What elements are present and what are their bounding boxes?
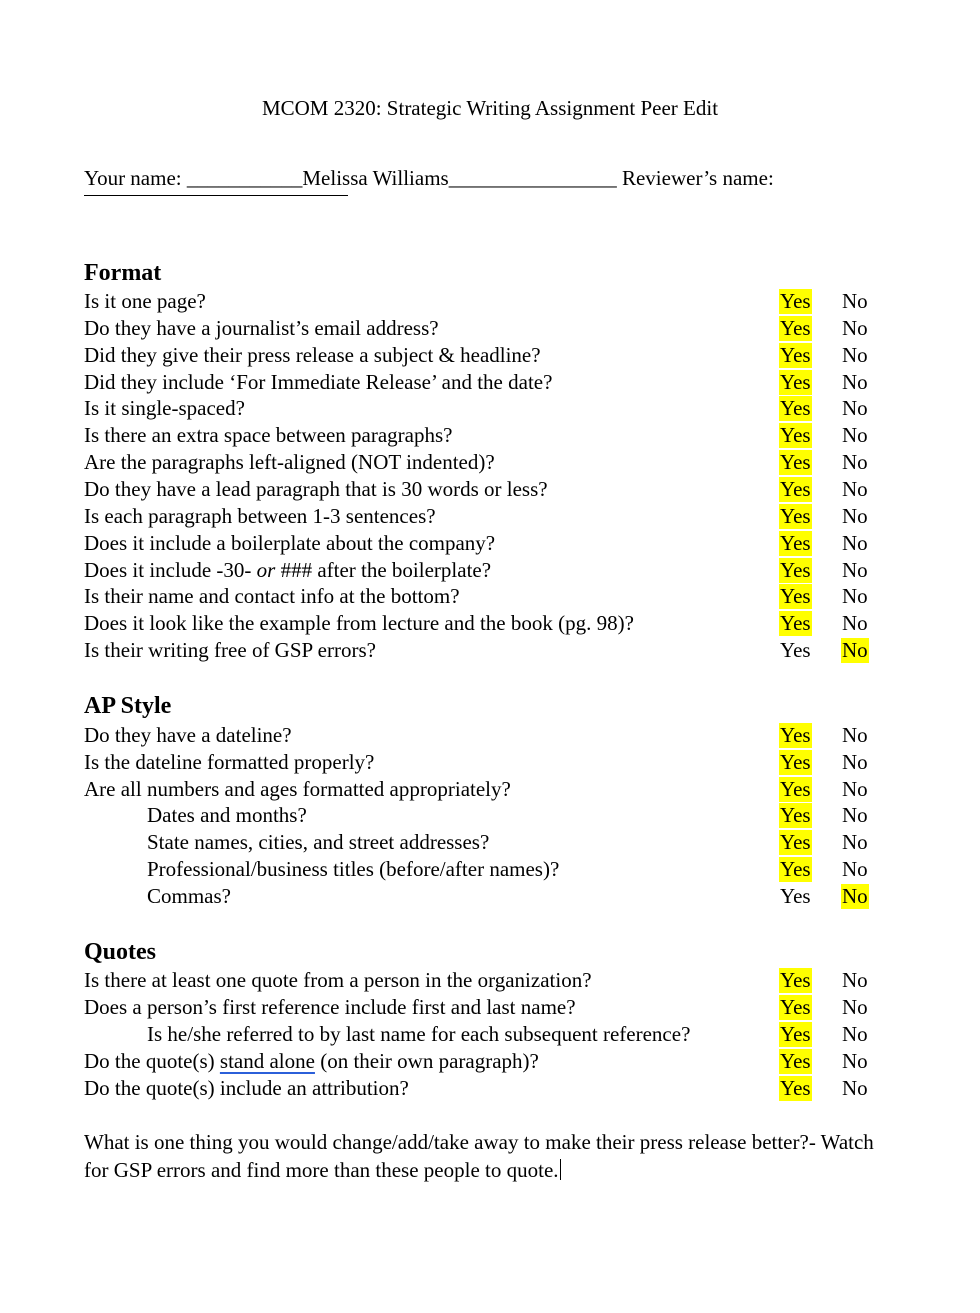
answer-no[interactable]: No	[842, 289, 868, 313]
answer-no[interactable]: No	[842, 557, 868, 582]
answer-yes[interactable]: Yes	[780, 994, 811, 1019]
question-text-underlined: stand alone	[219, 1048, 315, 1073]
checklist-row	[84, 584, 904, 610]
question-text: Does it include a boilerplate about the company?	[84, 530, 496, 555]
section-heading-ap-style: AP Style	[84, 693, 172, 719]
answer-yes[interactable]: Yes	[780, 638, 811, 663]
question-text: Do the quote(s) include an attribution?	[84, 1075, 409, 1100]
checklist-row	[84, 531, 904, 557]
question-text: Are all numbers and ages formatted appropriately?	[84, 776, 511, 801]
answer-yes[interactable]: Yes	[780, 803, 811, 828]
checklist-row	[84, 558, 904, 584]
answer-yes[interactable]: Yes	[780, 611, 811, 636]
answer-no[interactable]: No	[842, 1075, 868, 1100]
checklist-row	[84, 289, 904, 315]
your-name-label: Your name:	[84, 166, 187, 190]
answer-yes[interactable]: Yes	[780, 723, 811, 747]
answer-yes[interactable]: Yes	[780, 450, 811, 475]
question-text: Is it single-spaced?	[84, 396, 245, 421]
checklist-row	[84, 777, 904, 803]
question-text	[84, 1049, 539, 1074]
question-text: Do they have a journalist’s email address?	[84, 315, 439, 340]
question-text: Is their name and contact info at the bottom?	[84, 584, 460, 609]
checklist-row	[84, 857, 904, 883]
answer-yes[interactable]: Yes	[780, 749, 811, 774]
question-text-part: (on their own paragraph)?	[314, 1048, 539, 1073]
answer-no[interactable]: No	[842, 584, 868, 609]
question-text-part: Do the quote(s)	[84, 1048, 220, 1073]
checklist-row	[84, 396, 904, 422]
answer-no[interactable]: No	[842, 883, 868, 908]
answer-yes[interactable]: Yes	[780, 883, 811, 908]
answer-no[interactable]: No	[842, 803, 868, 828]
question-text: Is there at least one quote from a person in the organization?	[84, 968, 592, 992]
checklist-row	[84, 370, 904, 396]
final-question[interactable]	[84, 1128, 894, 1184]
question-text: Did they give their press release a subject & headline?	[84, 342, 541, 367]
question-text: Does it look like the example from lecture and the book (pg. 98)?	[84, 611, 634, 636]
question-text: Is their writing free of GSP errors?	[84, 638, 376, 663]
checklist-row	[84, 723, 904, 749]
checklist-row	[84, 611, 904, 637]
answer-no[interactable]: No	[842, 611, 868, 636]
answer-no[interactable]: No	[842, 503, 868, 528]
checklist-row	[84, 1022, 904, 1048]
answer-no[interactable]: No	[842, 1021, 868, 1046]
question-text: Do they have a dateline?	[84, 723, 292, 747]
question-text: Are the paragraphs left-aligned (NOT indented)?	[84, 450, 495, 475]
question-text: Commas?	[147, 883, 231, 908]
answer-no[interactable]: No	[842, 530, 868, 555]
checklist-row	[84, 423, 904, 449]
answer-no[interactable]: No	[842, 1048, 868, 1073]
question-text: State names, cities, and street addresses?	[147, 830, 490, 855]
answer-yes[interactable]: Yes	[780, 857, 811, 881]
checklist-row	[84, 884, 904, 910]
question-text: Dates and months?	[147, 803, 307, 828]
answer-yes[interactable]: Yes	[780, 476, 811, 501]
question-text: Is it one page?	[84, 289, 206, 313]
final-question-text: What is one thing you would change/add/take away to make their press release better?- Watch for GSP errors and find more than these people to quote.	[84, 1130, 874, 1182]
your-name-line	[84, 166, 774, 191]
question-text	[84, 558, 491, 583]
checklist-row	[84, 995, 904, 1021]
answer-no[interactable]: No	[842, 723, 868, 747]
answer-yes[interactable]: Yes	[780, 315, 811, 340]
text-cursor	[560, 1159, 561, 1180]
answer-yes[interactable]: Yes	[780, 776, 811, 801]
answer-yes[interactable]: Yes	[780, 1048, 811, 1073]
answer-no[interactable]: No	[842, 315, 868, 340]
answer-no[interactable]: No	[842, 476, 868, 501]
answer-no[interactable]: No	[842, 342, 868, 367]
answer-yes[interactable]: Yes	[780, 289, 811, 313]
checklist-row	[84, 343, 904, 369]
your-name-blank-before: ___________	[186, 166, 303, 190]
question-text: Is he/she referred to by last name for each subsequent reference?	[147, 1021, 691, 1046]
answer-yes[interactable]: Yes	[780, 830, 811, 855]
reviewer-name-label: Reviewer’s name:	[616, 166, 774, 190]
checklist-row	[84, 477, 904, 503]
answer-no[interactable]: No	[842, 396, 868, 421]
checklist-row	[84, 638, 904, 664]
question-text: Professional/business titles (before/after names)?	[147, 857, 560, 881]
answer-no[interactable]: No	[842, 994, 868, 1019]
answer-no[interactable]: No	[842, 450, 868, 475]
answer-no[interactable]: No	[842, 857, 868, 881]
answer-yes[interactable]: Yes	[780, 1021, 811, 1046]
section-heading-quotes: Quotes	[84, 939, 156, 965]
question-text-part: Does it include -30-	[84, 557, 257, 582]
answer-yes[interactable]: Yes	[780, 584, 811, 609]
answer-no[interactable]: No	[842, 968, 868, 992]
answer-yes[interactable]: Yes	[780, 342, 811, 367]
checklist-row	[84, 1049, 904, 1075]
question-text-part: ### after the boilerplate?	[275, 557, 492, 582]
answer-yes[interactable]: Yes	[780, 396, 811, 421]
answer-yes[interactable]: Yes	[780, 1075, 811, 1100]
answer-yes[interactable]: Yes	[780, 503, 811, 528]
answer-yes[interactable]: Yes	[780, 423, 811, 448]
your-name-blank-after: ________________	[448, 166, 617, 190]
checklist-row	[84, 803, 904, 829]
checklist-row	[84, 968, 904, 994]
answer-no[interactable]: No	[842, 776, 868, 801]
checklist-row	[84, 750, 904, 776]
question-text: Did they include ‘For Immediate Release’ and the date?	[84, 369, 553, 394]
question-text: Is each paragraph between 1-3 sentences?	[84, 503, 436, 528]
question-text: Do they have a lead paragraph that is 30 words or less?	[84, 476, 548, 501]
checklist-row	[84, 450, 904, 476]
answer-no[interactable]: No	[842, 749, 868, 774]
checklist-row	[84, 1076, 904, 1102]
question-text-emphasis: or	[256, 557, 276, 582]
question-text: Is the dateline formatted properly?	[84, 749, 375, 774]
checklist-row	[84, 316, 904, 342]
answer-no[interactable]: No	[842, 830, 868, 855]
checklist-row	[84, 504, 904, 530]
checklist-row	[84, 830, 904, 856]
question-text: Does a person’s first reference include first and last name?	[84, 994, 576, 1019]
answer-yes[interactable]: Yes	[780, 968, 811, 992]
answer-no[interactable]: No	[842, 369, 868, 394]
page-title: MCOM 2320: Strategic Writing Assignment Peer Edit	[261, 96, 719, 120]
answer-no[interactable]: No	[842, 423, 868, 448]
answer-yes[interactable]: Yes	[780, 530, 811, 555]
answer-yes[interactable]: Yes	[780, 369, 811, 394]
answer-yes[interactable]: Yes	[780, 557, 811, 582]
question-text: Is there an extra space between paragraphs?	[84, 423, 453, 448]
your-name-value[interactable]: Melissa Williams	[302, 166, 449, 190]
section-heading-format: Format	[84, 260, 162, 286]
answer-no[interactable]: No	[842, 638, 868, 663]
reviewer-name-blank[interactable]	[84, 195, 348, 196]
